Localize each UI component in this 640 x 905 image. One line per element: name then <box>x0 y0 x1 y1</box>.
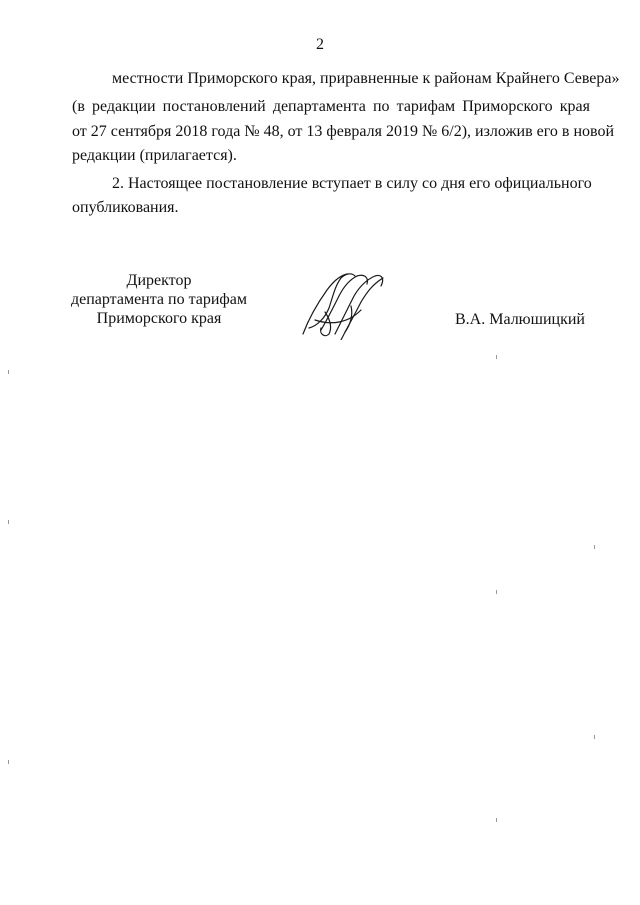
handwritten-signature <box>295 268 395 340</box>
signatory-title-line: Приморского края <box>96 310 222 327</box>
scan-artifact <box>594 735 595 739</box>
signatory-title-line: Директор <box>126 272 192 289</box>
paragraph-line: 2. Настоящее постановление вступает в силу со дня его официального <box>112 175 592 192</box>
scan-artifact <box>594 545 595 549</box>
paragraph-line: опубликования. <box>72 199 179 216</box>
scan-artifact <box>8 760 9 764</box>
scan-artifact <box>496 590 497 594</box>
page-number: 2 <box>316 36 324 53</box>
paragraph-line: (в редакции постановлений департамента по тарифам Приморского края <box>72 98 590 115</box>
scan-artifact <box>8 370 9 374</box>
paragraph-line: редакции (прилагается). <box>72 147 237 164</box>
scan-artifact <box>8 520 9 524</box>
paragraph-line: от 27 сентября 2018 года № 48, от 13 февраля 2019 № 6/2), изложив его в новой <box>72 123 615 140</box>
signatory-title-line: департамента по тарифам <box>70 291 248 308</box>
scan-artifact <box>496 355 497 359</box>
paragraph-line: местности Приморского края, приравненные к районам Крайнего Севера» <box>112 70 620 87</box>
signatory-name: В.А. Малюшицкий <box>455 311 585 328</box>
scan-artifact <box>496 818 497 822</box>
signatory-title <box>52 271 266 328</box>
